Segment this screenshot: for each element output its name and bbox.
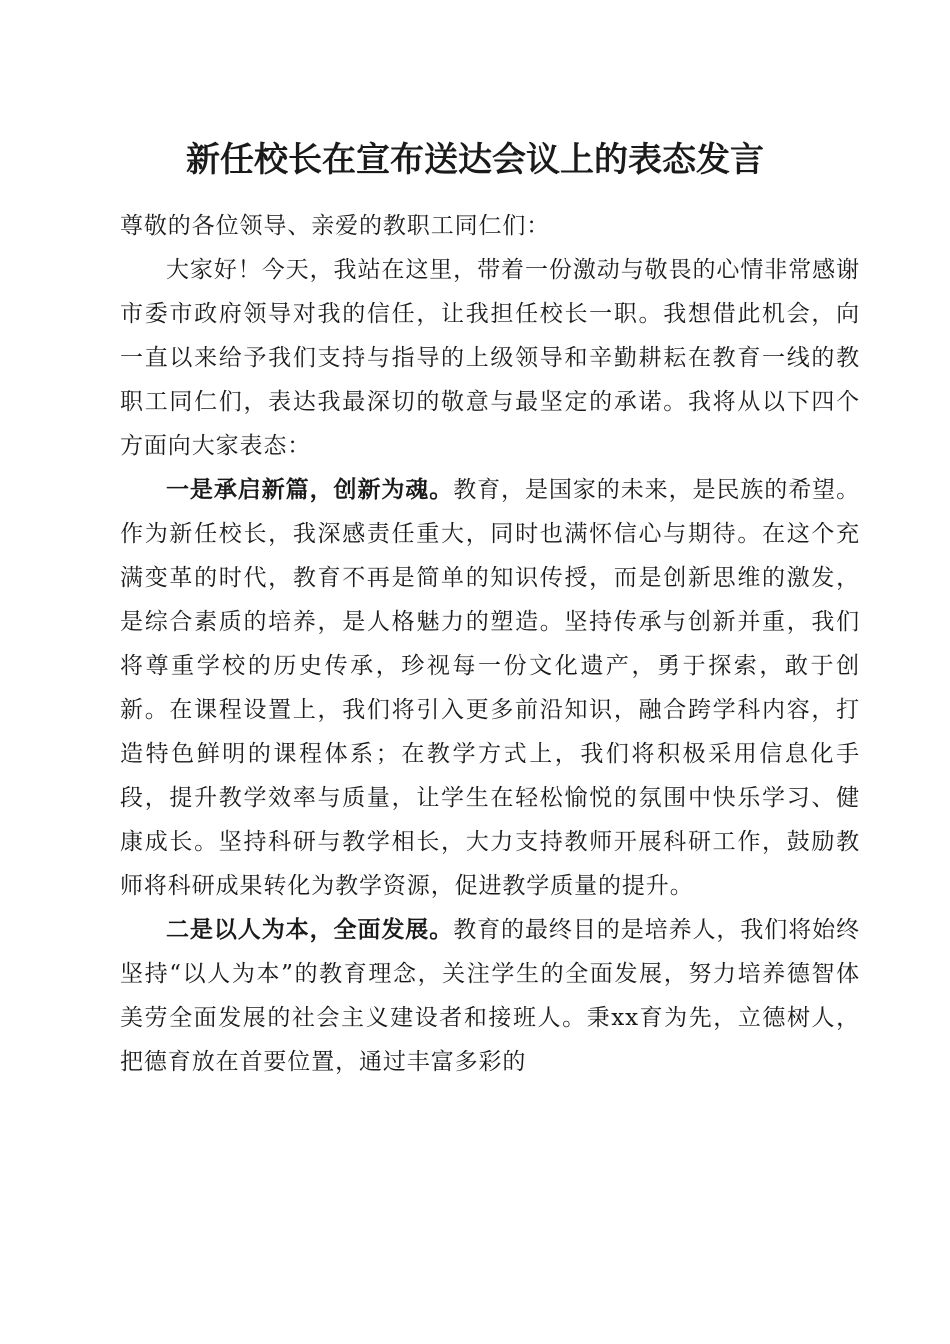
paragraph-text: 教育，是国家的未来，是民族的希望。作为新任校长，我深感责任重大，同时也满怀信心与期待。在这个充满变革的时代，教育不再是简单的知识传授，而是创新思维的激发，是综合素质的培养，是人格魅力的塑造。坚持传承与创新并重，我们将尊重学校的历史传承，珍视每一份文化遗产，勇于探索，敢于创新。在课程设置上，我们将引入更多前沿知识，融合跨学科内容，打造特色鲜明的课程体系；在教学方式上，我们将积极采用信息化手段，提升教学效率与质量，让学生在轻松愉悦的氛围中快乐学习、健康成长。坚持科研与教学相长，大力支持教师开展科研工作，鼓励教师将科研成果转化为教学资源，促进教学质量的提升。: [120, 477, 860, 899]
paragraph-lead: 一是承启新篇，创新为魂。: [166, 476, 454, 503]
paragraph-intro: [120, 248, 860, 468]
paragraph-text: 教育的最终目的是培养人，我们将始终坚持“以人为本”的教育理念，关注学生的全面发展，努力培养德智体美劳全面发展的社会主义建设者和接班人。秉xx育为先，立德树人，把德育放在首要位置，通过丰富多彩的: [120, 917, 860, 1075]
paragraph-point-one: [120, 468, 860, 908]
document-title: 新任校长在宣布送达会议上的表态发言: [186, 140, 764, 180]
paragraph-lead: 二是以人为本，全面发展。: [166, 916, 454, 943]
paragraph-text: 大家好！今天，我站在这里，带着一份激动与敬畏的心情非常感谢市委市政府领导对我的信任，让我担任校长一职。我想借此机会，向一直以来给予我们支持与指导的上级领导和辛勤耕耘在教育一线的教职工同仁们，表达我最深切的敬意与最坚定的承诺。我将从以下四个方面向大家表态：: [120, 257, 860, 459]
paragraph-point-two: [120, 908, 860, 1084]
salutation: 尊敬的各位领导、亲爱的教职工同仁们：: [120, 213, 551, 239]
document-body: [120, 204, 860, 1084]
